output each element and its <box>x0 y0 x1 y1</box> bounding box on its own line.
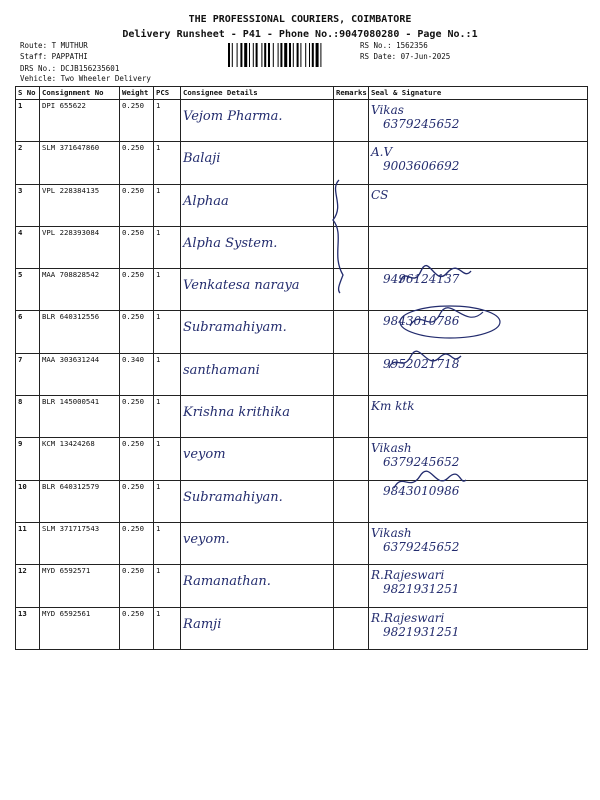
seal-phone: 6379245652 <box>383 117 460 131</box>
col-remarks: Remarks <box>334 87 369 100</box>
row-sno: 4 <box>16 226 40 268</box>
seal-signature: A.V <box>371 145 393 160</box>
row-consignment: MAA 303631244 <box>40 353 120 395</box>
seal-signature: Vikash <box>371 525 412 540</box>
row-consignee-cell <box>181 438 334 480</box>
seal-signature: R.Rajeswari <box>371 568 445 583</box>
consignee-handwriting: Ramanathan. <box>183 574 271 590</box>
row-remarks <box>334 522 369 564</box>
consignee-handwriting: Alpha System. <box>183 235 278 251</box>
row-remarks <box>334 565 369 607</box>
row-pcs: 1 <box>154 184 181 226</box>
row-pcs: 1 <box>154 396 181 438</box>
row-weight: 0.250 <box>120 142 154 184</box>
table-row <box>16 184 588 226</box>
seal-phone: 9952021718 <box>383 356 460 371</box>
row-sno: 1 <box>16 100 40 142</box>
col-seal: Seal & Signature <box>369 87 588 100</box>
seal-signature: Vikash <box>371 441 412 456</box>
row-weight: 0.250 <box>120 311 154 353</box>
row-consignment: MYD 6592561 <box>40 607 120 649</box>
row-consignee-cell <box>181 100 334 142</box>
row-weight: 0.250 <box>120 438 154 480</box>
table-row <box>16 396 588 438</box>
row-sno: 2 <box>16 142 40 184</box>
row-seal-cell <box>369 142 588 184</box>
row-weight: 0.250 <box>120 565 154 607</box>
table-row <box>16 480 588 522</box>
row-sno: 11 <box>16 522 40 564</box>
row-remarks <box>334 607 369 649</box>
vehicle-label: Vehicle: Two Wheeler Delivery <box>20 74 151 83</box>
consignee-handwriting: santhamani <box>183 362 260 378</box>
row-remarks <box>334 100 369 142</box>
consignee-handwriting: Alphaa <box>183 193 229 209</box>
barcode-icon <box>228 43 348 67</box>
row-consignee-cell <box>181 142 334 184</box>
row-weight: 0.250 <box>120 480 154 522</box>
col-consignee: Consignee Details <box>181 87 334 100</box>
consignee-handwriting: Vejom Pharma. <box>183 109 283 124</box>
rs-date: RS Date: 07-Jun-2025 <box>360 52 451 61</box>
row-consignment: VPL 228384135 <box>40 184 120 226</box>
drs-number: DRS No.: DCJB156235601 <box>20 64 120 73</box>
row-consignment: SLM 371717543 <box>40 522 120 564</box>
signature-scribble-icon <box>385 350 465 374</box>
row-consignee-cell <box>181 607 334 649</box>
table-row <box>16 353 588 395</box>
rs-number: RS No.: 1562356 <box>360 41 428 50</box>
row-seal-cell <box>369 522 588 564</box>
row-pcs: 1 <box>154 311 181 353</box>
row-consignee-cell <box>181 522 334 564</box>
seal-signature: Vikas <box>371 103 404 117</box>
seal-phone: 6379245652 <box>383 539 460 554</box>
table-row <box>16 142 588 184</box>
row-remarks <box>334 396 369 438</box>
row-pcs: 1 <box>154 607 181 649</box>
row-consignee-cell <box>181 226 334 268</box>
row-sno: 5 <box>16 269 40 311</box>
row-weight: 0.250 <box>120 396 154 438</box>
signature-scribble-icon <box>395 263 475 291</box>
row-consignee-cell <box>181 311 334 353</box>
row-consignment: BLR 640312556 <box>40 311 120 353</box>
row-remarks <box>334 438 369 480</box>
seal-phone: 9003606692 <box>383 159 460 174</box>
row-weight: 0.250 <box>120 184 154 226</box>
row-consignment: DPI 655622 <box>40 100 120 142</box>
runsheet-subtitle: Delivery Runsheet - P41 - Phone No.:9047080280 - Page No.:1 <box>122 29 478 40</box>
row-consignee-cell <box>181 396 334 438</box>
row-consignment: SLM 371647860 <box>40 142 120 184</box>
row-seal-cell <box>369 396 588 438</box>
consignee-handwriting: veyom. <box>183 531 230 547</box>
row-consignee-cell <box>181 353 334 395</box>
row-consignment: VPL 228393084 <box>40 226 120 268</box>
row-pcs: 1 <box>154 353 181 395</box>
seal-phone: 9821931251 <box>383 624 460 639</box>
row-sno: 9 <box>16 438 40 480</box>
table-row <box>16 565 588 607</box>
consignee-handwriting: Venkatesa naraya <box>183 278 300 294</box>
signature-scribble-icon <box>395 300 505 342</box>
row-weight: 0.250 <box>120 226 154 268</box>
seal-signature: R.Rajeswari <box>371 610 445 625</box>
col-weight: Weight <box>120 87 154 100</box>
consignee-handwriting: Krishna krithika <box>183 405 291 421</box>
row-weight: 0.250 <box>120 607 154 649</box>
col-consignment: Consignment No <box>40 87 120 100</box>
consignee-handwriting: Ramji <box>183 616 222 632</box>
row-consignment: KCM 13424268 <box>40 438 120 480</box>
row-sno: 3 <box>16 184 40 226</box>
seal-signature: Km ktk <box>371 399 415 414</box>
runsheet-table <box>15 86 588 650</box>
row-consignment: BLR 640312579 <box>40 480 120 522</box>
row-seal-cell <box>369 184 588 226</box>
staff-label: Staff: PAPPATHI <box>20 52 88 61</box>
row-sno: 12 <box>16 565 40 607</box>
row-weight: 0.340 <box>120 353 154 395</box>
row-consignment: MAA 708828542 <box>40 269 120 311</box>
row-weight: 0.250 <box>120 269 154 311</box>
row-pcs: 1 <box>154 438 181 480</box>
seal-phone: 9843010986 <box>383 483 460 498</box>
table-row <box>16 522 588 564</box>
row-sno: 8 <box>16 396 40 438</box>
row-seal-cell <box>369 565 588 607</box>
bracket-mark-icon <box>325 175 355 295</box>
row-weight: 0.250 <box>120 100 154 142</box>
row-remarks <box>334 480 369 522</box>
route-label: Route: T MUTHUR <box>20 41 88 50</box>
table-row <box>16 226 588 268</box>
row-consignee-cell <box>181 269 334 311</box>
table-header-row <box>16 87 588 100</box>
row-pcs: 1 <box>154 226 181 268</box>
row-sno: 13 <box>16 607 40 649</box>
col-sno: S No <box>16 87 40 100</box>
seal-phone: 9496124137 <box>383 272 460 287</box>
seal-phone: 9821931251 <box>383 582 460 597</box>
row-sno: 7 <box>16 353 40 395</box>
seal-signature: CS <box>371 187 389 202</box>
consignee-handwriting: Subramahiyan. <box>183 489 283 505</box>
row-pcs: 1 <box>154 269 181 311</box>
row-sno: 10 <box>16 480 40 522</box>
row-pcs: 1 <box>154 565 181 607</box>
row-weight: 0.250 <box>120 522 154 564</box>
row-remarks <box>334 311 369 353</box>
row-pcs: 1 <box>154 480 181 522</box>
consignee-handwriting: Balaji <box>183 151 221 167</box>
consignee-handwriting: Subramahiyam. <box>183 320 287 336</box>
row-remarks <box>334 353 369 395</box>
seal-phone: 9843010786 <box>383 314 460 329</box>
table-row <box>16 100 588 142</box>
seal-phone: 6379245652 <box>383 455 460 470</box>
row-seal-cell <box>369 100 588 142</box>
row-pcs: 1 <box>154 142 181 184</box>
row-sno: 6 <box>16 311 40 353</box>
row-pcs: 1 <box>154 522 181 564</box>
table-row <box>16 438 588 480</box>
signature-scribble-icon <box>390 470 470 494</box>
table-row <box>16 607 588 649</box>
company-title: THE PROFESSIONAL COURIERS, COIMBATORE <box>188 14 412 25</box>
row-seal-cell <box>369 607 588 649</box>
row-pcs: 1 <box>154 100 181 142</box>
row-consignee-cell <box>181 184 334 226</box>
col-pcs: PCS <box>154 87 181 100</box>
row-consignment: MYD 6592571 <box>40 565 120 607</box>
consignee-handwriting: veyom <box>183 447 226 463</box>
row-consignee-cell <box>181 480 334 522</box>
row-consignee-cell <box>181 565 334 607</box>
row-consignment: BLR 145000541 <box>40 396 120 438</box>
